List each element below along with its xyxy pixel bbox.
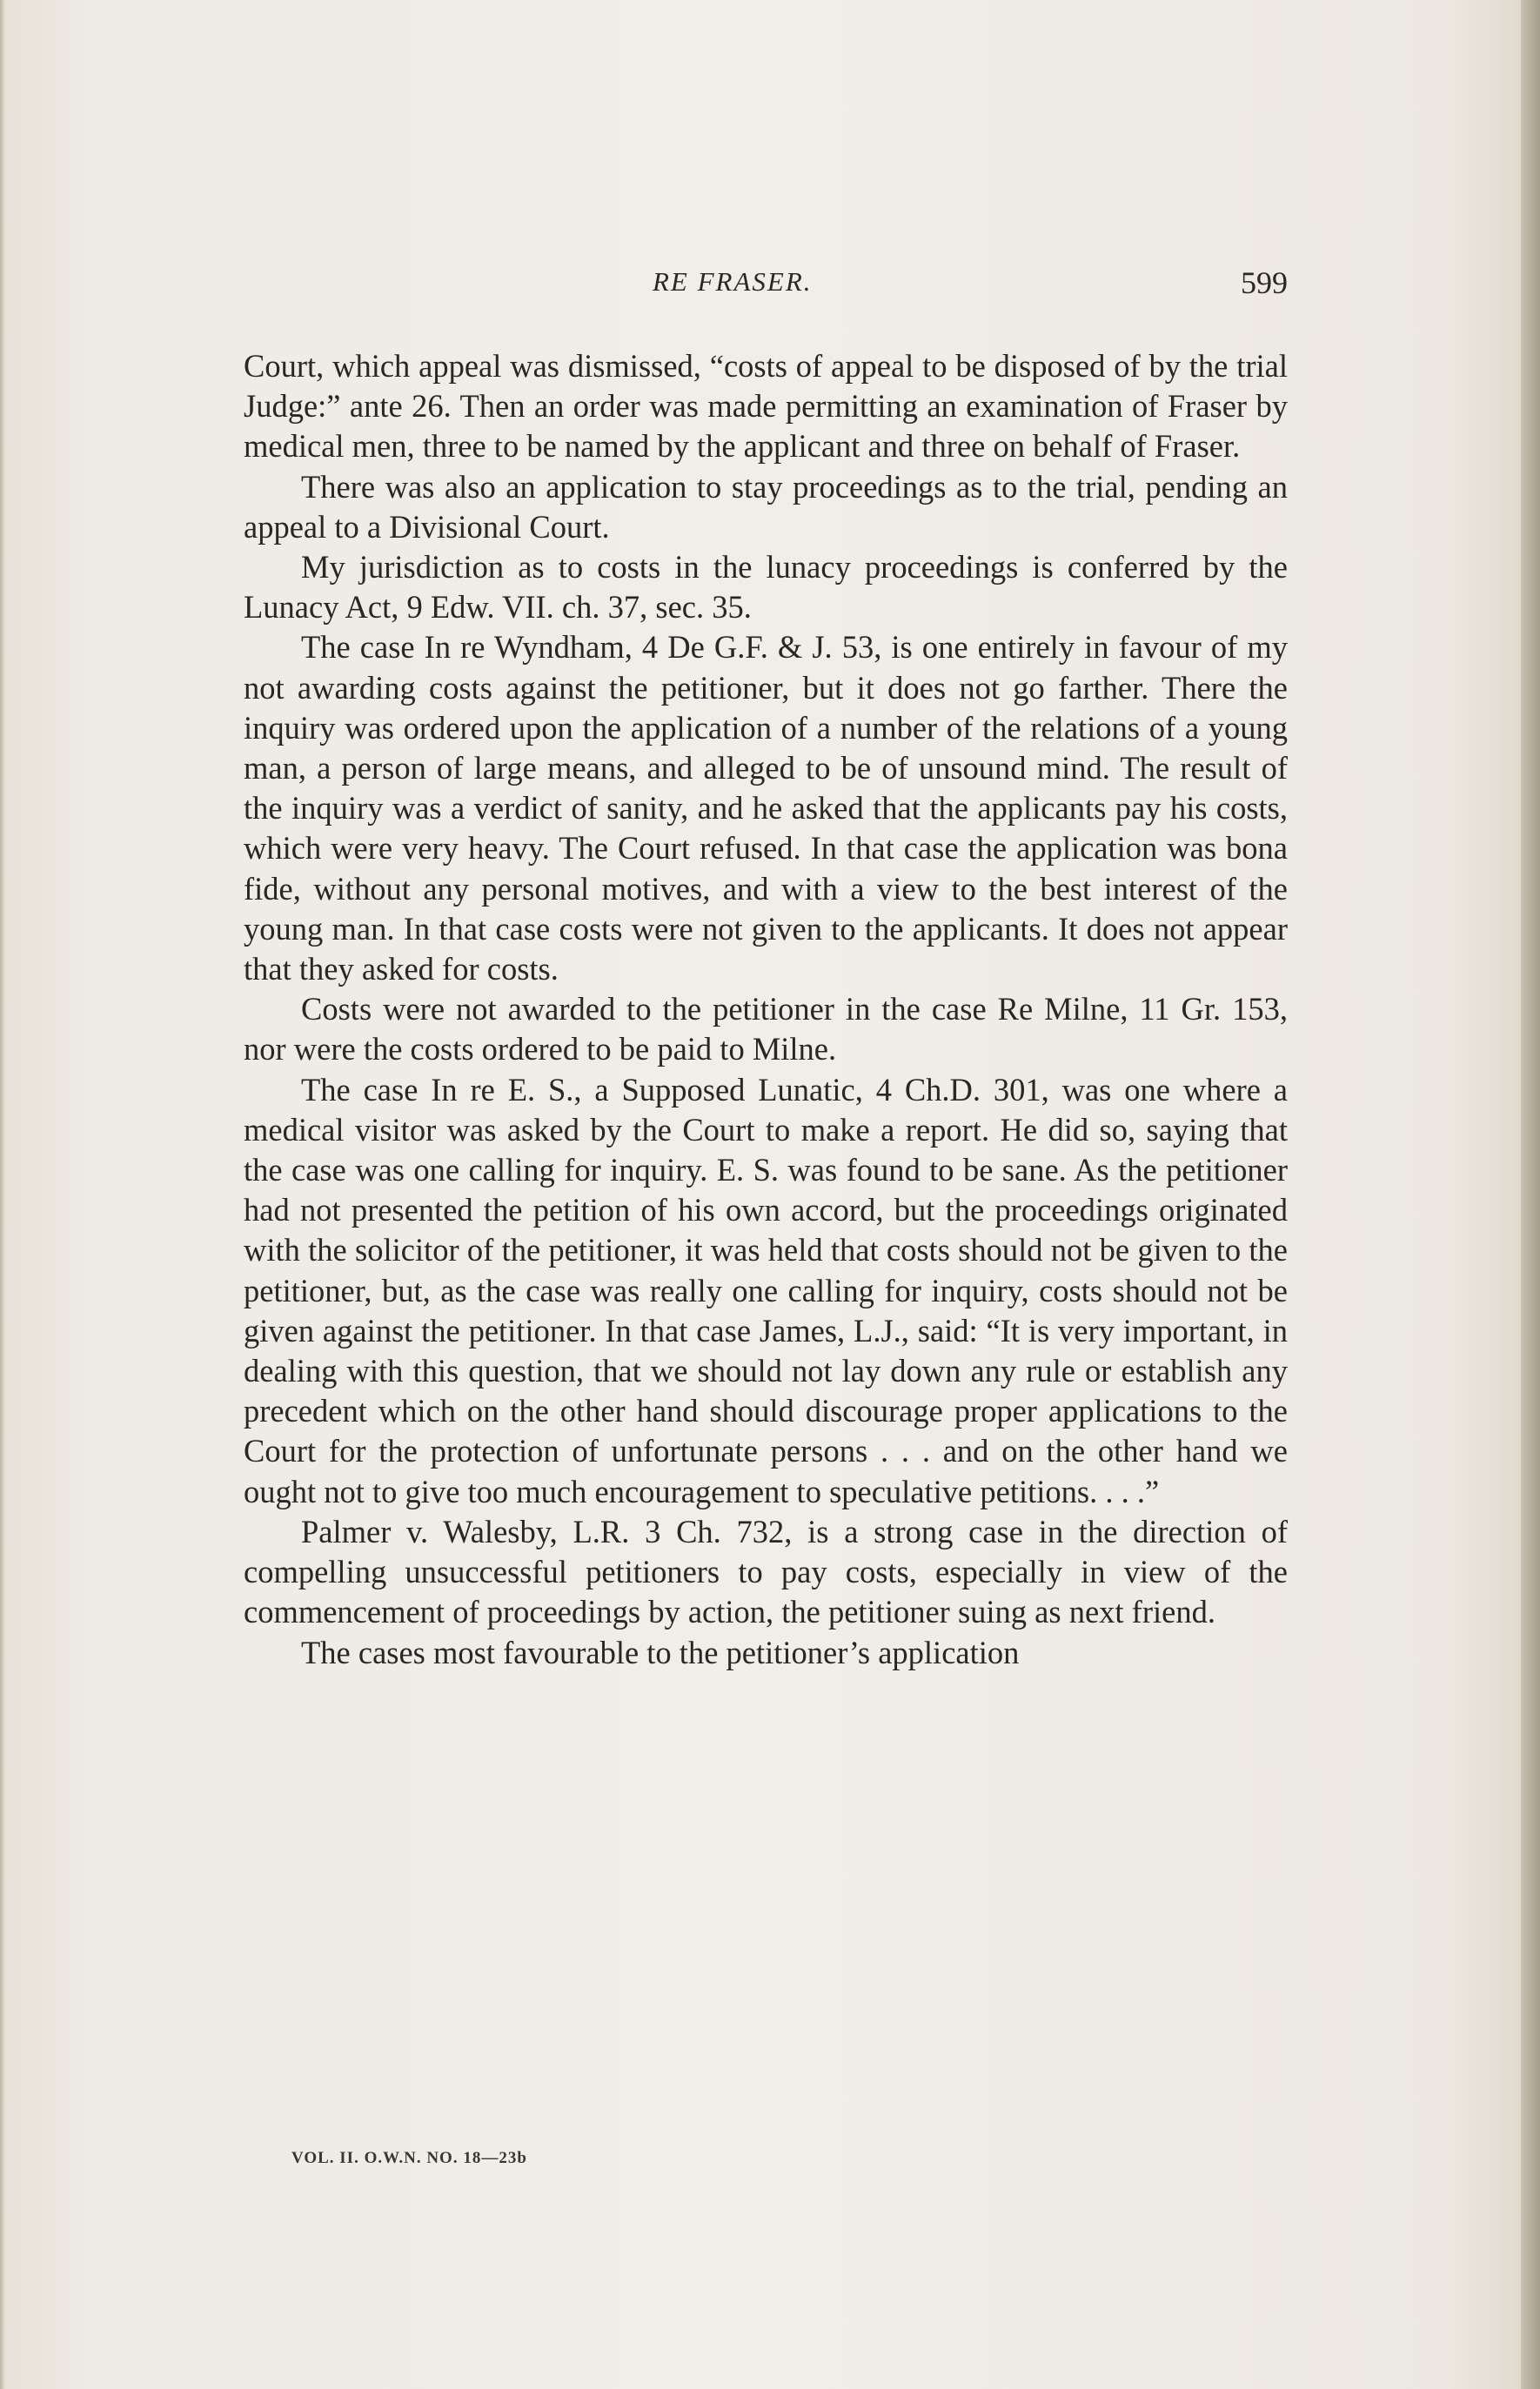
running-title: RE FRASER. — [653, 266, 813, 297]
page-number: 599 — [1241, 265, 1288, 300]
paragraph: My jurisdiction as to costs in the lunacy proceedings is conferred by the Lunacy Act, 9 Edw. VII. ch. 37, sec. 35. — [244, 549, 1288, 626]
paragraph: The case In re E. S., a Supposed Lunatic, 4 Ch.D. 301, was one where a medical visitor was asked by the Court to make a report. He did so, saying that the case was one calling for inquiry. E. S. was found to be sane. As the petitioner had not presented the petition of his own accord, but the proceedings originated with the solicitor of the petitioner, it was held that costs should not be given to the petitioner, but, as the case was really one calling for inquiry, costs should not be given against the petitioner. In that case James, L.J., said: “It is very important, in dealing with this question, that we should not lay down any rule or establish any precedent which on the other hand should discourage proper applications to the Court for the protection of unfortunate persons . . . and on the other hand we ought not to give too much encouragement to speculative petitions. . . .” — [244, 1071, 1288, 1509]
body-text — [244, 346, 1288, 1673]
paragraph: Costs were not awarded to the petitioner in the case Re Milne, 11 Gr. 153, nor were the costs ordered to be paid to Milne. — [244, 991, 1288, 1067]
paragraph: The cases most favourable to the petitioner’s application — [301, 1634, 1020, 1670]
paragraph: There was also an application to stay proceedings as to the trial, pending an appeal to a Divisional Court. — [244, 468, 1288, 545]
running-header — [244, 266, 1288, 304]
paragraph: Palmer v. Walesby, L.R. 3 Ch. 732, is a strong case in the direction of compelling unsuccessful petitioners to pay costs, especially in view of the commencement of proceedings by action, the petitioner suing as next friend. — [244, 1513, 1288, 1630]
page-left-edge — [0, 0, 5, 2389]
signature-line: VOL. II. O.W.N. NO. 18—23b — [291, 2149, 527, 2167]
paragraph: The case In re Wyndham, 4 De G.F. & J. 53, is one entirely in favour of my not awarding costs against the petitioner, but it does not go farther. There the inquiry was ordered upon the application of a number of the relations of a young man, a person of large means, and alleged to be of unsound mind. The result of the inquiry was a verdict of sanity, and he asked that the applicants pay his costs, which were very heavy. The Court refused. In that case the application was bona fide, without any personal motives, and with a view to the best interest of the young man. In that case costs were not given to the applicants. It does not appear that they asked for costs. — [244, 629, 1288, 987]
page-right-edge — [1521, 0, 1540, 2389]
paragraph: Court, which appeal was dismissed, “costs of appeal to be disposed of by the trial Judge:” ante 26. Then an order was made permitting an examination of Fraser by medical men, three to be named by the applicant and three on behalf of Fraser. — [244, 348, 1288, 465]
